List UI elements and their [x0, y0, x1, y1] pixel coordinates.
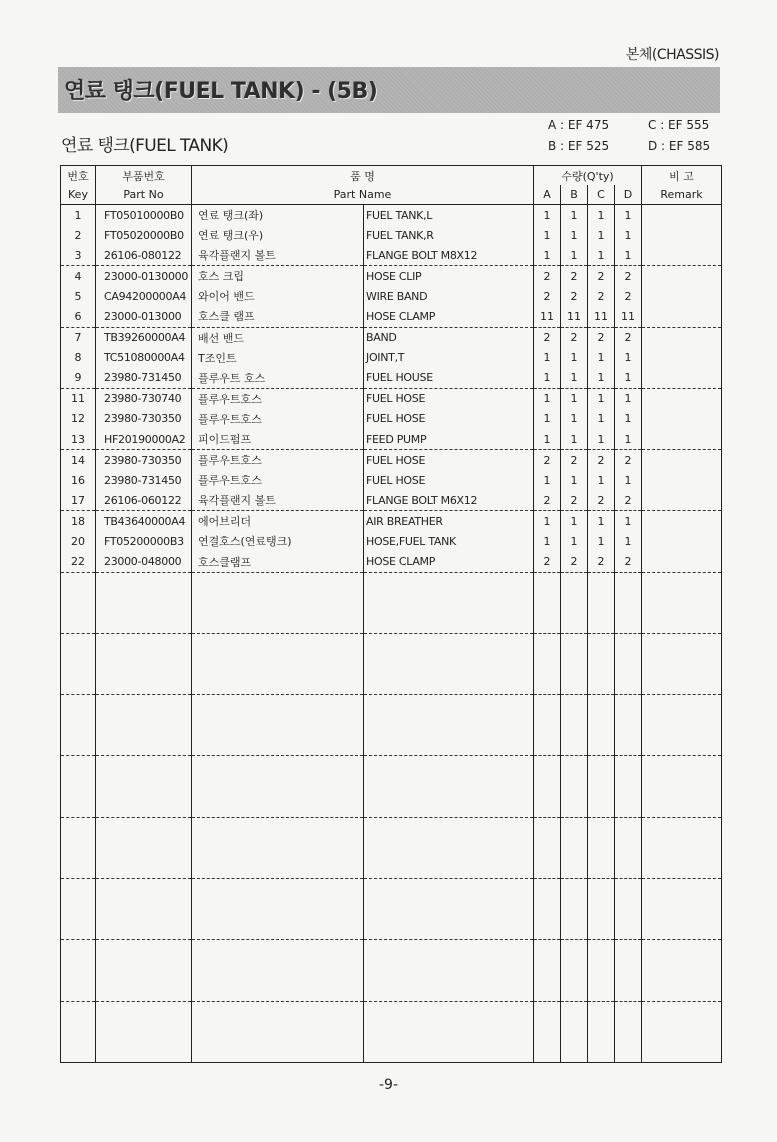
- table-row: [61, 490, 722, 511]
- part-number: 23000-013000: [96, 306, 192, 327]
- empty-cell: [534, 1001, 561, 1062]
- empty-cell: [642, 756, 722, 817]
- qty-d: 1: [615, 409, 642, 429]
- empty-cell: [96, 940, 192, 1001]
- part-number: TB43640000A4: [96, 511, 192, 532]
- part-key: 22: [61, 552, 96, 573]
- qty-c: 1: [588, 409, 615, 429]
- qty-d: 1: [615, 388, 642, 409]
- part-number: HF20190000A2: [96, 429, 192, 450]
- part-key: 9: [61, 368, 96, 389]
- part-number: CA94200000A4: [96, 286, 192, 306]
- qty-b: 2: [561, 490, 588, 511]
- qty-a: 2: [534, 552, 561, 573]
- qty-d: 2: [615, 286, 642, 306]
- empty-cell: [642, 572, 722, 633]
- empty-cell: [615, 817, 642, 878]
- header-name-en: Part Name: [192, 185, 534, 205]
- qty-a: 1: [534, 409, 561, 429]
- parts-table: [60, 165, 722, 1063]
- empty-cell: [96, 879, 192, 940]
- empty-cell: [192, 756, 364, 817]
- part-name-en: FUEL HOSE: [364, 409, 534, 429]
- remark-cell: [642, 470, 722, 490]
- model-b: B : EF 525: [548, 139, 610, 153]
- table-row: [61, 205, 722, 226]
- qty-d: 1: [615, 225, 642, 245]
- empty-cell: [534, 572, 561, 633]
- empty-cell: [534, 940, 561, 1001]
- banner-title: 연료 탱크(FUEL TANK) - (5B): [64, 79, 378, 104]
- header-qty: 수량(Q'ty): [534, 166, 642, 186]
- empty-cell: [642, 940, 722, 1001]
- table-row: [61, 348, 722, 368]
- table-row: [61, 450, 722, 471]
- part-key: 16: [61, 470, 96, 490]
- part-name-kr: 호스클 램프: [192, 306, 364, 327]
- qty-c: 2: [588, 490, 615, 511]
- qty-c: 2: [588, 286, 615, 306]
- part-key: 13: [61, 429, 96, 450]
- qty-a: 11: [534, 306, 561, 327]
- empty-cell: [534, 879, 561, 940]
- qty-d: 2: [615, 450, 642, 471]
- part-name-kr: 플루우트호스: [192, 450, 364, 471]
- empty-cell: [364, 879, 534, 940]
- page-subtitle: 연료 탱크(FUEL TANK): [61, 136, 229, 156]
- qty-d: 1: [615, 531, 642, 551]
- qty-c: 1: [588, 368, 615, 389]
- empty-cell: [61, 879, 96, 940]
- empty-cell: [561, 572, 588, 633]
- remark-cell: [642, 306, 722, 327]
- qty-b: 1: [561, 388, 588, 409]
- remark-cell: [642, 511, 722, 532]
- empty-cell: [61, 817, 96, 878]
- part-name-en: HOSE CLIP: [364, 266, 534, 287]
- empty-cell: [642, 817, 722, 878]
- header-part-en: Part No: [96, 185, 192, 205]
- header-remark-kr: 비 고: [642, 166, 722, 186]
- qty-a: 1: [534, 225, 561, 245]
- qty-a: 1: [534, 511, 561, 532]
- part-number: FT05020000B0: [96, 225, 192, 245]
- remark-cell: [642, 450, 722, 471]
- qty-d: 2: [615, 327, 642, 348]
- part-key: 2: [61, 225, 96, 245]
- qty-b: 11: [561, 306, 588, 327]
- part-name-en: JOINT,T: [364, 348, 534, 368]
- part-key: 5: [61, 286, 96, 306]
- header-remark-en: Remark: [642, 185, 722, 205]
- qty-a: 2: [534, 450, 561, 471]
- remark-cell: [642, 225, 722, 245]
- empty-cell: [534, 695, 561, 756]
- remark-cell: [642, 327, 722, 348]
- empty-cell: [192, 817, 364, 878]
- part-name-en: FUEL HOUSE: [364, 368, 534, 389]
- empty-cell: [364, 817, 534, 878]
- empty-row: [61, 695, 722, 756]
- qty-b: 1: [561, 531, 588, 551]
- part-name-kr: 연료 탱크(좌): [192, 205, 364, 226]
- part-key: 6: [61, 306, 96, 327]
- empty-row: [61, 572, 722, 633]
- part-number: 23000-0130000: [96, 266, 192, 287]
- part-name-kr: 배선 밴드: [192, 327, 364, 348]
- qty-b: 2: [561, 266, 588, 287]
- empty-cell: [588, 940, 615, 1001]
- header-qty-d: D: [615, 185, 642, 205]
- empty-cell: [561, 756, 588, 817]
- empty-cell: [96, 633, 192, 694]
- empty-cell: [642, 1001, 722, 1062]
- empty-cell: [61, 1001, 96, 1062]
- qty-b: 1: [561, 368, 588, 389]
- qty-d: 1: [615, 429, 642, 450]
- remark-cell: [642, 286, 722, 306]
- qty-c: 1: [588, 225, 615, 245]
- qty-b: 2: [561, 327, 588, 348]
- part-name-en: FEED PUMP: [364, 429, 534, 450]
- empty-cell: [534, 756, 561, 817]
- table-row: [61, 245, 722, 266]
- empty-cell: [615, 572, 642, 633]
- part-name-kr: 호스클램프: [192, 552, 364, 573]
- qty-c: 1: [588, 348, 615, 368]
- empty-cell: [561, 633, 588, 694]
- empty-cell: [561, 1001, 588, 1062]
- empty-cell: [61, 756, 96, 817]
- part-key: 17: [61, 490, 96, 511]
- part-name-en: FUEL HOSE: [364, 450, 534, 471]
- part-key: 3: [61, 245, 96, 266]
- empty-cell: [192, 1001, 364, 1062]
- empty-cell: [588, 1001, 615, 1062]
- table-row: [61, 266, 722, 287]
- part-name-kr: T조인트: [192, 348, 364, 368]
- part-name-kr: 와이어 밴드: [192, 286, 364, 306]
- qty-b: 2: [561, 552, 588, 573]
- table-row: [61, 286, 722, 306]
- empty-cell: [588, 817, 615, 878]
- empty-cell: [642, 695, 722, 756]
- qty-a: 1: [534, 429, 561, 450]
- header-key-kr: 번호: [61, 166, 96, 186]
- empty-cell: [588, 633, 615, 694]
- qty-b: 1: [561, 225, 588, 245]
- qty-a: 1: [534, 388, 561, 409]
- parts-table-body: [61, 205, 722, 1063]
- qty-c: 1: [588, 531, 615, 551]
- empty-cell: [192, 695, 364, 756]
- empty-cell: [588, 756, 615, 817]
- table-row: [61, 552, 722, 573]
- empty-cell: [615, 633, 642, 694]
- qty-b: 1: [561, 205, 588, 226]
- qty-a: 2: [534, 327, 561, 348]
- empty-cell: [615, 756, 642, 817]
- qty-c: 2: [588, 450, 615, 471]
- empty-row: [61, 940, 722, 1001]
- part-name-en: HOSE,FUEL TANK: [364, 531, 534, 551]
- part-name-kr: 플루우트 호스: [192, 368, 364, 389]
- qty-a: 1: [534, 348, 561, 368]
- part-key: 14: [61, 450, 96, 471]
- table-row: [61, 429, 722, 450]
- empty-row: [61, 756, 722, 817]
- empty-cell: [561, 879, 588, 940]
- header-qty-c: C: [588, 185, 615, 205]
- part-number: 23980-731450: [96, 470, 192, 490]
- qty-c: 1: [588, 470, 615, 490]
- empty-cell: [615, 940, 642, 1001]
- qty-a: 1: [534, 245, 561, 266]
- part-name-en: HOSE CLAMP: [364, 306, 534, 327]
- table-row: [61, 511, 722, 532]
- remark-cell: [642, 266, 722, 287]
- qty-d: 1: [615, 470, 642, 490]
- part-name-kr: 에어브리더: [192, 511, 364, 532]
- qty-a: 1: [534, 531, 561, 551]
- section-label: 본체(CHASSIS): [625, 47, 719, 63]
- qty-b: 1: [561, 409, 588, 429]
- qty-d: 2: [615, 490, 642, 511]
- table-row: [61, 327, 722, 348]
- qty-d: 1: [615, 245, 642, 266]
- qty-a: 2: [534, 266, 561, 287]
- empty-cell: [642, 879, 722, 940]
- empty-cell: [192, 940, 364, 1001]
- qty-c: 1: [588, 245, 615, 266]
- header-part-kr: 부품번호: [96, 166, 192, 186]
- part-number: 23980-730350: [96, 409, 192, 429]
- remark-cell: [642, 348, 722, 368]
- header-qty-b: B: [561, 185, 588, 205]
- qty-c: 1: [588, 388, 615, 409]
- qty-c: 1: [588, 429, 615, 450]
- part-number: 23980-731450: [96, 368, 192, 389]
- qty-d: 2: [615, 266, 642, 287]
- empty-cell: [61, 633, 96, 694]
- qty-b: 1: [561, 348, 588, 368]
- remark-cell: [642, 409, 722, 429]
- header-qty-a: A: [534, 185, 561, 205]
- part-number: 26106-080122: [96, 245, 192, 266]
- part-number: 23980-730350: [96, 450, 192, 471]
- empty-cell: [364, 756, 534, 817]
- part-number: TB39260000A4: [96, 327, 192, 348]
- part-name-en: FUEL HOSE: [364, 388, 534, 409]
- remark-cell: [642, 205, 722, 226]
- part-name-kr: 호스 크립: [192, 266, 364, 287]
- header-key-en: Key: [61, 185, 96, 205]
- empty-row: [61, 633, 722, 694]
- empty-cell: [96, 1001, 192, 1062]
- empty-row: [61, 817, 722, 878]
- part-number: TC51080000A4: [96, 348, 192, 368]
- title-banner: [58, 67, 720, 113]
- qty-d: 1: [615, 348, 642, 368]
- empty-cell: [96, 572, 192, 633]
- empty-cell: [96, 695, 192, 756]
- header-name-kr: 품 명: [192, 166, 534, 186]
- table-row: [61, 388, 722, 409]
- qty-a: 1: [534, 470, 561, 490]
- remark-cell: [642, 552, 722, 573]
- empty-cell: [364, 940, 534, 1001]
- qty-d: 2: [615, 552, 642, 573]
- part-name-kr: 플루우트호스: [192, 470, 364, 490]
- part-key: 7: [61, 327, 96, 348]
- empty-cell: [588, 572, 615, 633]
- empty-cell: [96, 756, 192, 817]
- part-number: 23000-048000: [96, 552, 192, 573]
- part-number: 23980-730740: [96, 388, 192, 409]
- qty-c: 1: [588, 205, 615, 226]
- part-key: 12: [61, 409, 96, 429]
- part-name-kr: 육각플랜지 볼트: [192, 245, 364, 266]
- model-d: D : EF 585: [648, 139, 711, 153]
- part-key: 4: [61, 266, 96, 287]
- empty-row: [61, 879, 722, 940]
- qty-b: 1: [561, 511, 588, 532]
- empty-cell: [61, 572, 96, 633]
- qty-a: 2: [534, 490, 561, 511]
- empty-cell: [364, 1001, 534, 1062]
- part-key: 8: [61, 348, 96, 368]
- part-name-en: FLANGE BOLT M6X12: [364, 490, 534, 511]
- remark-cell: [642, 490, 722, 511]
- qty-d: 1: [615, 205, 642, 226]
- remark-cell: [642, 429, 722, 450]
- page-number: -9-: [378, 1077, 398, 1093]
- empty-cell: [642, 633, 722, 694]
- empty-cell: [192, 572, 364, 633]
- qty-c: 1: [588, 511, 615, 532]
- part-name-en: HOSE CLAMP: [364, 552, 534, 573]
- part-name-kr: 연료 탱크(우): [192, 225, 364, 245]
- part-name-en: FUEL HOSE: [364, 470, 534, 490]
- empty-row: [61, 1001, 722, 1062]
- qty-a: 1: [534, 205, 561, 226]
- empty-cell: [534, 817, 561, 878]
- qty-b: 2: [561, 450, 588, 471]
- part-name-en: FUEL TANK,R: [364, 225, 534, 245]
- part-name-kr: 플루우트호스: [192, 409, 364, 429]
- part-key: 1: [61, 205, 96, 226]
- table-row: [61, 225, 722, 245]
- part-name-en: WIRE BAND: [364, 286, 534, 306]
- remark-cell: [642, 388, 722, 409]
- qty-d: 11: [615, 306, 642, 327]
- remark-cell: [642, 368, 722, 389]
- remark-cell: [642, 531, 722, 551]
- qty-d: 1: [615, 368, 642, 389]
- table-row: [61, 368, 722, 389]
- part-number: 26106-060122: [96, 490, 192, 511]
- empty-cell: [364, 695, 534, 756]
- table-row: [61, 409, 722, 429]
- empty-cell: [192, 879, 364, 940]
- part-name-en: FLANGE BOLT M8X12: [364, 245, 534, 266]
- empty-cell: [588, 879, 615, 940]
- table-row: [61, 470, 722, 490]
- part-name-en: FUEL TANK,L: [364, 205, 534, 226]
- empty-cell: [192, 633, 364, 694]
- part-key: 18: [61, 511, 96, 532]
- empty-cell: [561, 940, 588, 1001]
- part-key: 11: [61, 388, 96, 409]
- qty-b: 1: [561, 470, 588, 490]
- empty-cell: [615, 1001, 642, 1062]
- empty-cell: [615, 879, 642, 940]
- empty-cell: [561, 817, 588, 878]
- empty-cell: [61, 695, 96, 756]
- empty-cell: [96, 817, 192, 878]
- part-name-en: BAND: [364, 327, 534, 348]
- qty-a: 2: [534, 286, 561, 306]
- empty-cell: [561, 695, 588, 756]
- empty-cell: [364, 572, 534, 633]
- model-a: A : EF 475: [548, 118, 610, 132]
- qty-c: 2: [588, 552, 615, 573]
- part-number: FT05010000B0: [96, 205, 192, 226]
- empty-cell: [534, 633, 561, 694]
- table-row: [61, 531, 722, 551]
- qty-b: 2: [561, 286, 588, 306]
- empty-cell: [588, 695, 615, 756]
- empty-cell: [364, 633, 534, 694]
- part-name-kr: 피이드펌프: [192, 429, 364, 450]
- part-name-en: AIR BREATHER: [364, 511, 534, 532]
- part-number: FT05200000B3: [96, 531, 192, 551]
- part-name-kr: 플루우트호스: [192, 388, 364, 409]
- part-key: 20: [61, 531, 96, 551]
- part-name-kr: 연결호스(연료탱크): [192, 531, 364, 551]
- qty-c: 2: [588, 327, 615, 348]
- remark-cell: [642, 245, 722, 266]
- qty-d: 1: [615, 511, 642, 532]
- empty-cell: [61, 940, 96, 1001]
- table-row: [61, 306, 722, 327]
- model-c: C : EF 555: [648, 118, 710, 132]
- qty-a: 1: [534, 368, 561, 389]
- qty-c: 2: [588, 266, 615, 287]
- qty-c: 11: [588, 306, 615, 327]
- qty-b: 1: [561, 429, 588, 450]
- part-name-kr: 육각플랜지 볼트: [192, 490, 364, 511]
- qty-b: 1: [561, 245, 588, 266]
- empty-cell: [615, 695, 642, 756]
